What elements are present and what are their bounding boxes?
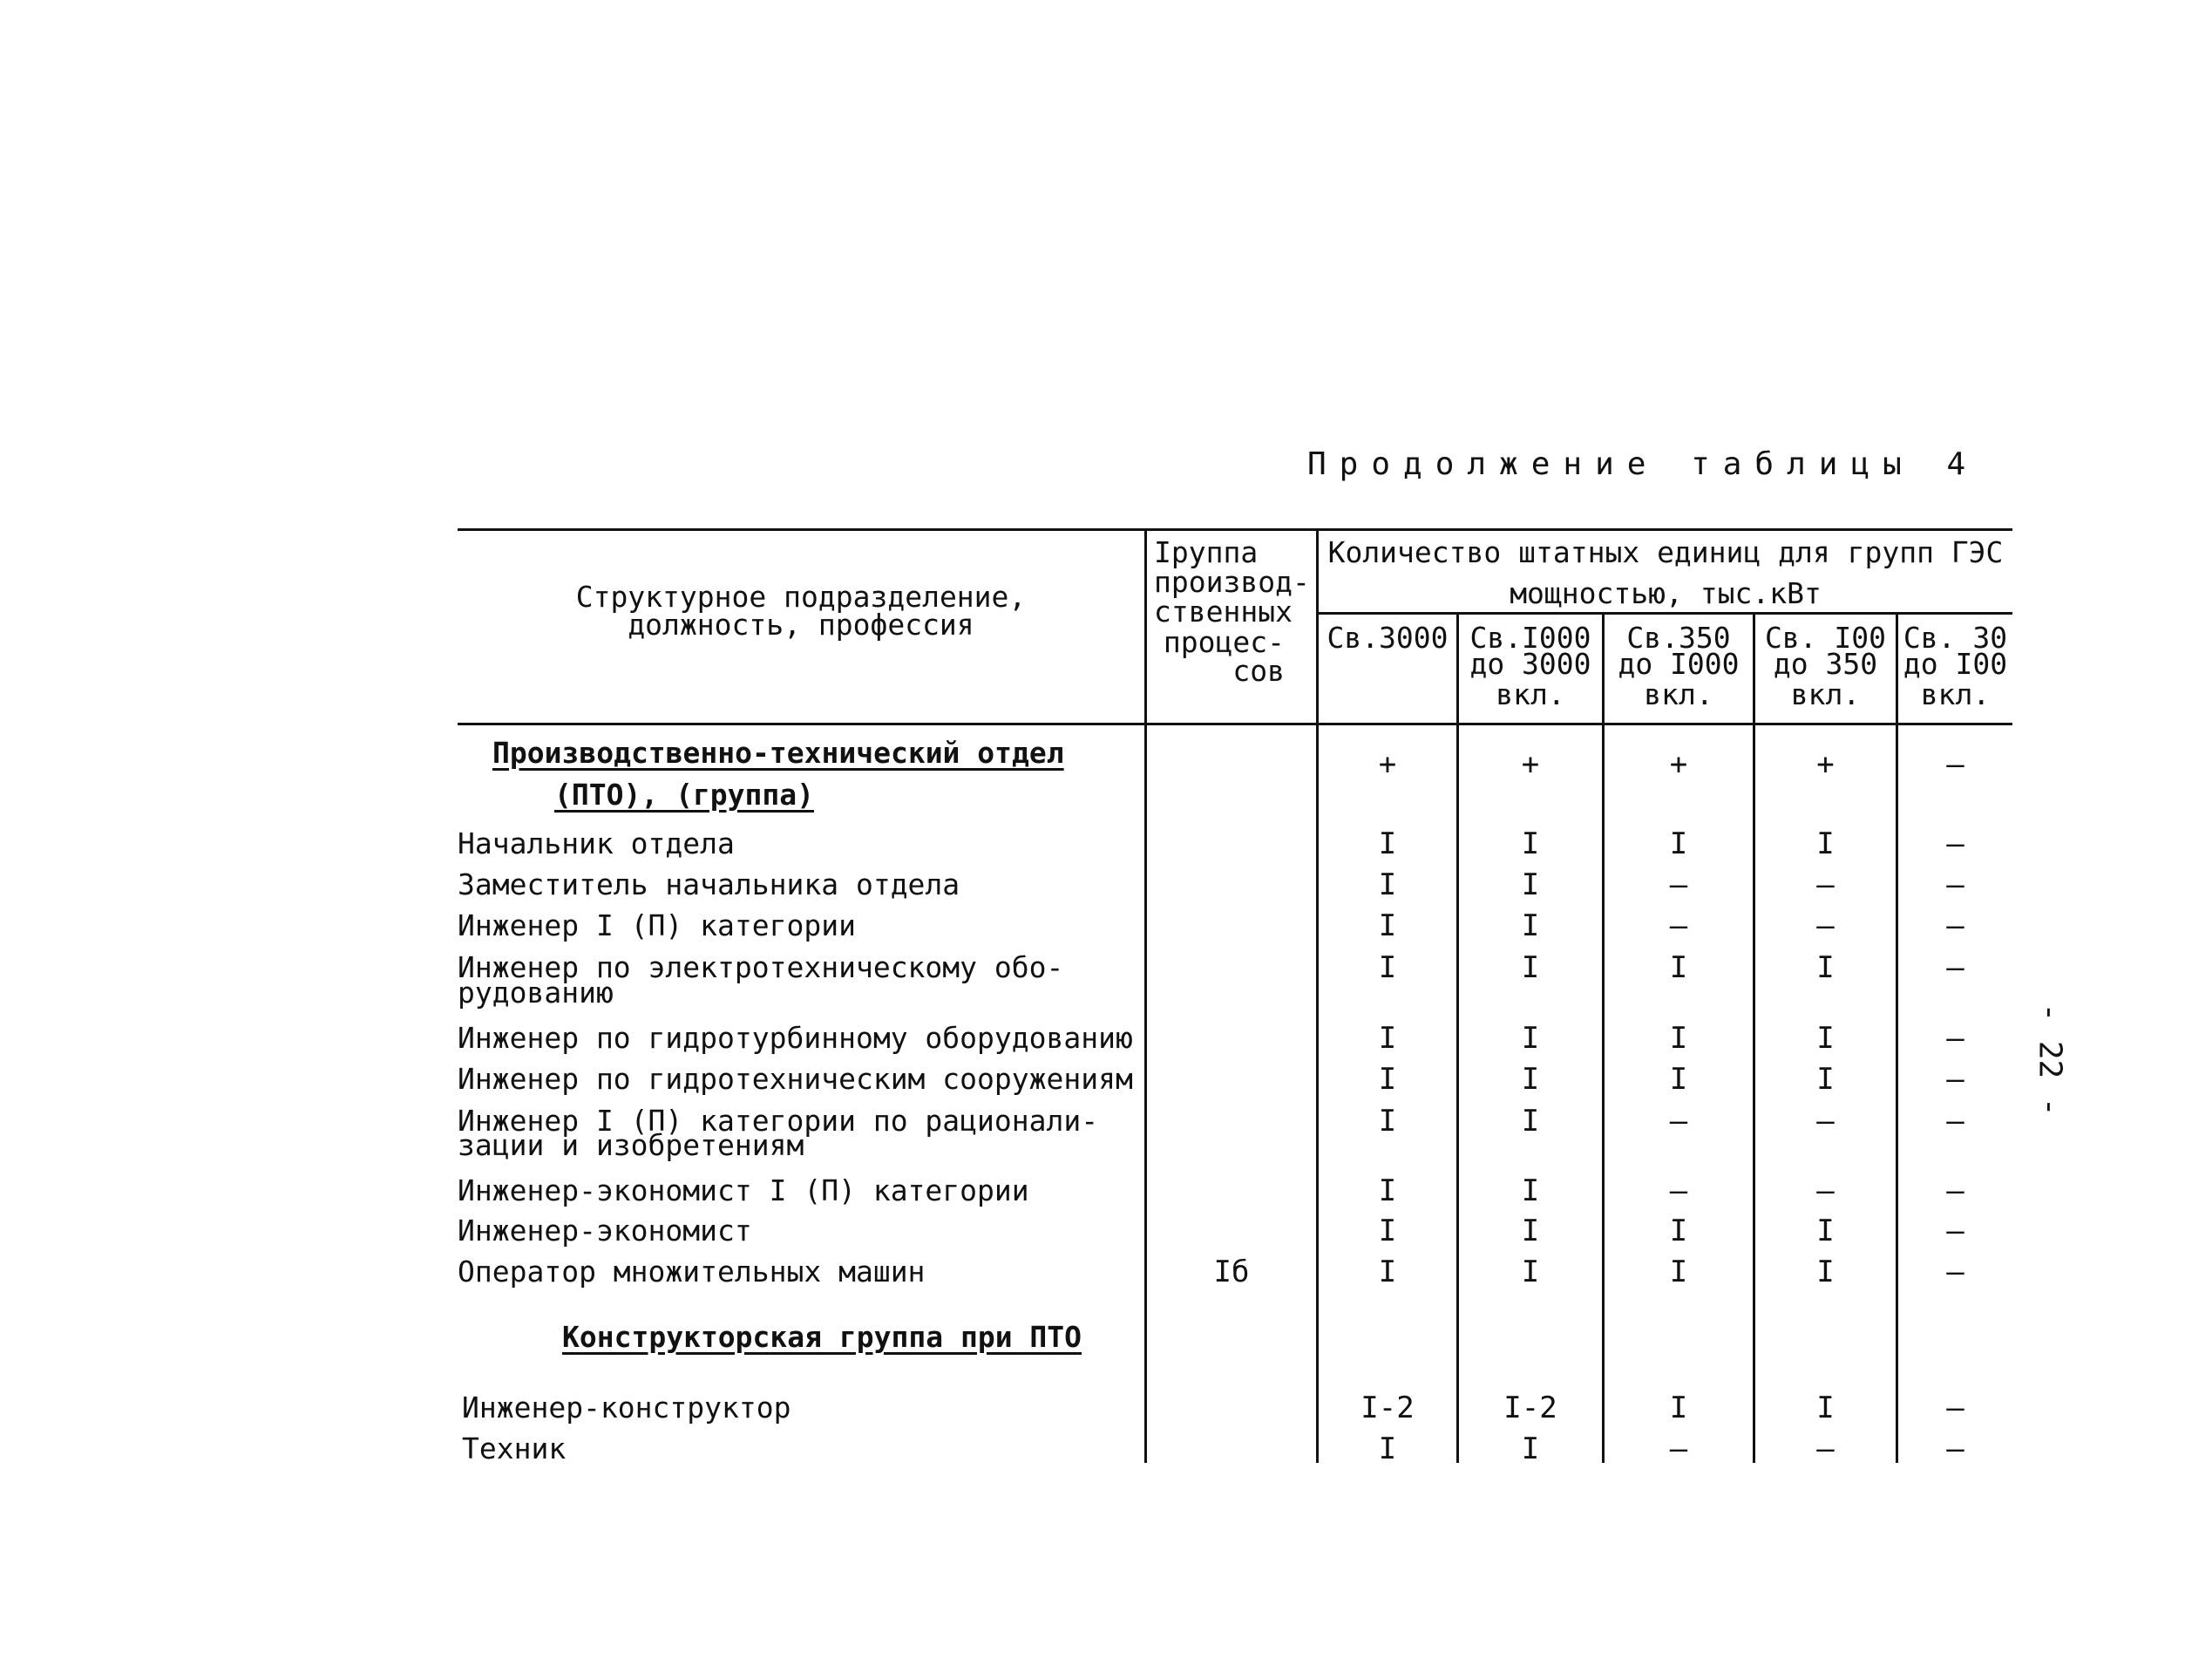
row-value: I [1378, 867, 1397, 902]
row-value: – [1946, 1255, 1964, 1289]
row-label: Инженер-экономист [458, 1214, 752, 1248]
subcol-header-5-line-3: вкл. [1920, 677, 1991, 711]
row-label-cont: зации и изобретениям [458, 1128, 804, 1162]
row-value: I [1669, 1214, 1688, 1248]
section-pto-value-5: – [1946, 747, 1964, 782]
col-rule-1 [1144, 528, 1147, 1463]
subcol-header-2-line-3: вкл. [1496, 677, 1565, 711]
row-value: I [1816, 826, 1835, 861]
row-value: – [1946, 950, 1964, 985]
row-label: Инженер I (П) категории по рационали- [458, 1104, 1099, 1138]
row-value: – [1669, 1173, 1688, 1208]
row-value: – [1669, 867, 1688, 902]
row-value: I [1521, 867, 1540, 902]
row-value: I [1378, 1104, 1397, 1139]
subcol-header-5-line-2: до I00 [1903, 647, 2008, 681]
page-number: - 22 - [2032, 1003, 2068, 1117]
section-title-design-group: Конструкторская группа при ПТО [562, 1320, 1082, 1354]
row-value: I [1378, 826, 1397, 861]
row-value: I-2 [1503, 1391, 1557, 1425]
section-pto-value-3: + [1669, 747, 1688, 782]
row-value: I-2 [1360, 1391, 1415, 1425]
row-label: Инженер I (П) категории [458, 908, 856, 942]
header-group-line-4: процес- [1163, 625, 1285, 659]
row-value: – [1946, 826, 1964, 861]
row-value: – [1816, 1104, 1835, 1139]
row-value: – [1816, 908, 1835, 943]
row-value: I [1521, 1431, 1540, 1466]
row-value: I [1669, 1391, 1688, 1425]
row-value: I [1378, 1214, 1397, 1248]
row-label: Инженер по гидротехническим сооружениям [458, 1062, 1133, 1096]
row-value: I [1378, 1431, 1397, 1466]
header-group-line-2: производ- [1154, 565, 1310, 599]
row-value: – [1816, 1431, 1835, 1466]
row-value: I [1816, 1021, 1835, 1056]
row-value: – [1946, 1104, 1964, 1139]
row-value: I [1378, 1021, 1397, 1056]
section-pto-value-1: + [1378, 747, 1397, 782]
subcol-header-3-line-3: вкл. [1644, 677, 1713, 711]
row-value: I [1521, 950, 1540, 985]
row-label: Инженер по гидротурбинному оборудованию [458, 1021, 1133, 1055]
row-value: I [1816, 1391, 1835, 1425]
subcol-header-3-line-1: Св.350 [1626, 621, 1731, 655]
subcol-header-2-line-2: до 3000 [1469, 647, 1591, 681]
row-label-cont: рудованию [458, 976, 614, 1010]
subcol-header-5-line-1: Св. 30 [1903, 621, 2008, 655]
subcol-header-3-line-2: до I000 [1618, 647, 1740, 681]
row-value: I [1378, 1255, 1397, 1289]
header-group-line-3: ственных [1154, 595, 1293, 629]
section-pto-value-4: + [1816, 747, 1835, 782]
subcol-header-1: Св.3000 [1327, 621, 1449, 655]
subcol-header-4-line-2: до 350 [1773, 647, 1878, 681]
row-value: I [1521, 1021, 1540, 1056]
row-value: I [1521, 1104, 1540, 1139]
row-value: – [1946, 1021, 1964, 1056]
table-top-rule [458, 528, 2012, 531]
row-value: I [1521, 1173, 1540, 1208]
row-value: I [1521, 1255, 1540, 1289]
header-bottom-rule [458, 723, 2012, 725]
row-value: I [1816, 1062, 1835, 1097]
row-value: I [1669, 1255, 1688, 1289]
subcol-header-4-line-3: вкл. [1790, 677, 1861, 711]
row-value: – [1946, 867, 1964, 902]
header-count-title-line-1: Количество штатных единиц для групп ГЭС [1327, 535, 2004, 569]
row-value: I [1378, 1173, 1397, 1208]
row-value: I [1669, 950, 1688, 985]
row-value: – [1946, 908, 1964, 943]
row-value: – [1946, 1431, 1964, 1466]
row-value: – [1946, 1214, 1964, 1248]
row-value: – [1669, 1104, 1688, 1139]
row-value: I [1816, 1255, 1835, 1289]
subcol-header-4-line-1: Св. I00 [1764, 621, 1887, 655]
row-value: – [1669, 1431, 1688, 1466]
row-value: – [1946, 1391, 1964, 1425]
row-label: Инженер по электротехническому обо- [458, 950, 1064, 984]
section-pto-value-2: + [1521, 747, 1540, 782]
row-value: I [1378, 950, 1397, 985]
row-value: – [1816, 1173, 1835, 1208]
section-title-pto-line-1: Производственно-технический отдел [492, 736, 1064, 770]
header-group-line-1: Iруппа [1154, 535, 1259, 569]
row-label: Оператор множительных машин [458, 1255, 926, 1289]
header-group-line-5: сов [1232, 654, 1285, 688]
row-value: I [1669, 826, 1688, 861]
header-count-title-line-2: мощностью, тыс.кВт [1510, 576, 1822, 610]
row-label: Техник [462, 1431, 567, 1465]
row-value: I [1521, 1062, 1540, 1097]
row-value: I [1378, 1062, 1397, 1097]
row-value: I [1669, 1062, 1688, 1097]
header-position-line-2: должность, профессия [628, 608, 974, 642]
row-value: – [1816, 867, 1835, 902]
row-label: Заместитель начальника отдела [458, 867, 960, 901]
row-value: – [1946, 1062, 1964, 1097]
continuation-title: Продолжение таблицы 4 [1307, 446, 1979, 482]
row-value: I [1521, 826, 1540, 861]
row-value: I [1521, 908, 1540, 943]
section-title-pto-line-2: (ПТО), (группа) [554, 778, 815, 812]
row-label: Начальник отдела [458, 826, 735, 860]
subcol-header-2-line-1: Св.I000 [1469, 621, 1591, 655]
row-label: Инженер-конструктор [462, 1391, 791, 1425]
row-value: – [1946, 1173, 1964, 1208]
header-position-line-1: Структурное подразделение, [575, 580, 1027, 614]
row-value: I [1816, 950, 1835, 985]
row-value: I [1378, 908, 1397, 943]
header-subcol-rule [1318, 612, 2012, 615]
row-value: I [1521, 1214, 1540, 1248]
row-value: I [1816, 1214, 1835, 1248]
col-rule-2 [1316, 528, 1319, 1463]
row-value: I [1669, 1021, 1688, 1056]
row-value: – [1669, 908, 1688, 943]
row-group-value: Iб [1213, 1255, 1250, 1289]
row-label: Инженер-экономист I (П) категории [458, 1173, 1029, 1207]
